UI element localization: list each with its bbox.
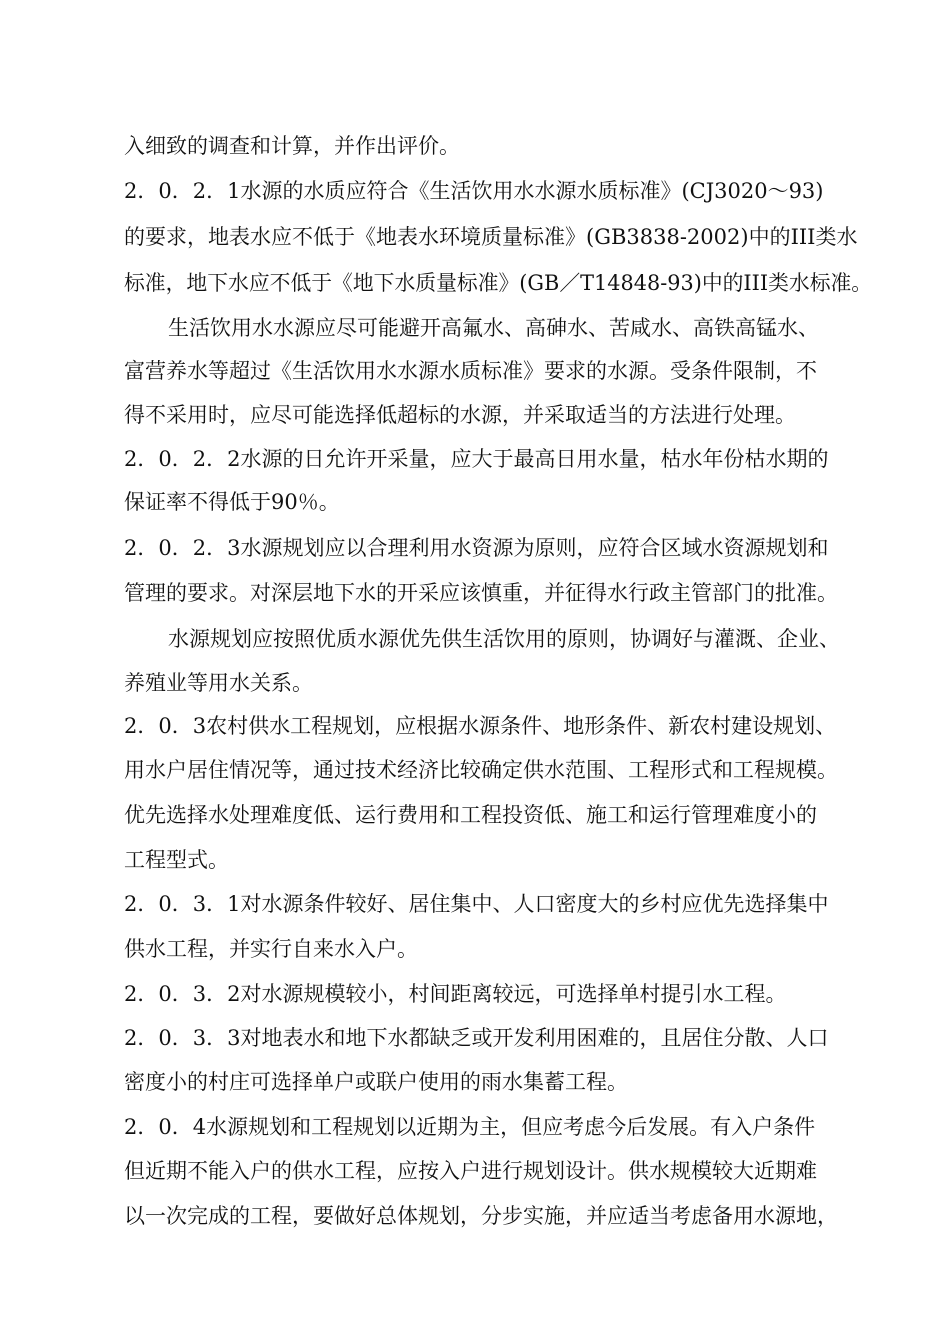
text-line: 用水户居住情况等，通过技术经济比较确定供水范围、工程形式和工程规模。 (124, 758, 838, 782)
text-line: 工程型式。 (124, 848, 229, 872)
text-line: 密度小的村庄可选择单户或联户使用的雨水集蓄工程。 (124, 1070, 628, 1094)
text-line: 入细致的调查和计算，并作出评价。 (124, 134, 460, 158)
text-line: 得不采用时，应尽可能选择低超标的水源，并采取适当的方法进行处理。 (124, 403, 796, 427)
text-line: 的要求，地表水应不低于《地表水环境质量标准》(GB3838-2002)中的III类水 (124, 225, 858, 249)
text-line: 供水工程，并实行自来水入户。 (124, 937, 418, 961)
text-line: 2．0．4水源规划和工程规划以近期为主，但应考虑今后发展。有入户条件 (124, 1115, 816, 1139)
text-line: 2．0．2．1水源的水质应符合《生活饮用水水源水质标准》(CJ3020～93) (124, 179, 824, 203)
text-line: 优先选择水处理难度低、运行费用和工程投资低、施工和运行管理难度小的 (124, 803, 817, 827)
text-line: 2．0．3．1对水源条件较好、居住集中、人口密度大的乡村应优先选择集中 (124, 892, 829, 916)
text-line: 2．0．3农村供水工程规划，应根据水源条件、地形条件、新农村建设规划、 (124, 714, 837, 738)
text-line: 保证率不得低于90％。 (124, 490, 340, 514)
text-line: 2．0．2．3水源规划应以合理利用水资源为原则，应符合区域水资源规划和 (124, 536, 829, 560)
text-line: 管理的要求。对深层地下水的开采应该慎重，并征得水行政主管部门的批准。 (124, 581, 838, 605)
text-line: 以一次完成的工程，要做好总体规划，分步实施，并应适当考虑备用水源地， (124, 1204, 838, 1228)
text-line: 养殖业等用水关系。 (124, 671, 313, 695)
text-line: 生活饮用水水源应尽可能避开高氟水、高砷水、苦咸水、高铁高锰水、 (168, 316, 819, 340)
text-line: 2．0．3．2对水源规模较小，村间距离较远，可选择单村提引水工程。 (124, 982, 787, 1006)
text-line: 但近期不能入户的供水工程，应按入户进行规划设计。供水规模较大近期难 (124, 1159, 817, 1183)
text-line: 水源规划应按照优质水源优先供生活饮用的原则，协调好与灌溉、企业、 (168, 627, 840, 651)
text-line: 2．0．2．2水源的日允许开采量，应大于最高日用水量，枯水年份枯水期的 (124, 447, 829, 471)
text-line: 2．0．3．3对地表水和地下水都缺乏或开发利用困难的，且居住分散、人口 (124, 1026, 829, 1050)
text-line: 标准，地下水应不低于《地下水质量标准》(GB／T14848-93)中的III类水标准。 (124, 271, 873, 295)
text-line: 富营养水等超过《生活饮用水水源水质标准》要求的水源。受条件限制，不 (124, 359, 817, 383)
